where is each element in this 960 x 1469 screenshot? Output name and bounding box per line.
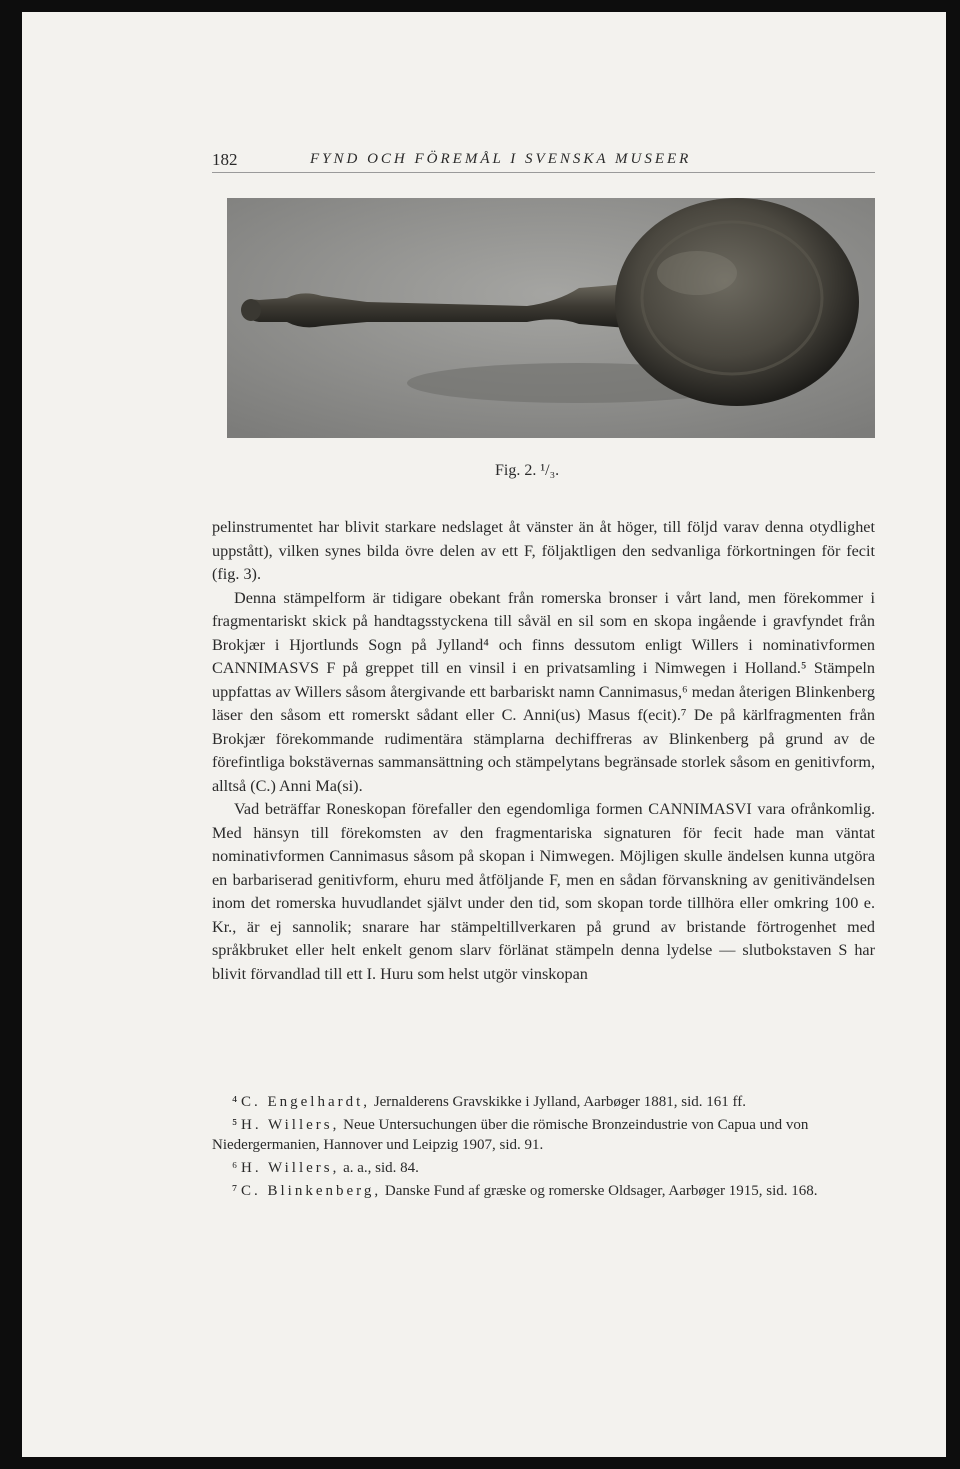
- paragraph: pelinstrumentet har blivit starkare nedslaget åt vänster än åt höger, till följd varav denna otydlighet uppstått), vilken synes bilda övre delen av ett F, följaktligen den sedvanliga förkortningen för fecit (fig. 3).: [212, 518, 875, 583]
- footnote: [212, 1092, 875, 1112]
- footnote-text: Jernalderens Gravskikke i Jylland, Aarbøger 1881, sid. 161 ff.: [370, 1094, 746, 1110]
- page: [22, 12, 946, 1457]
- footnote-mark: ⁷: [232, 1183, 238, 1199]
- footnote-author: H. Willers,: [240, 1117, 340, 1133]
- footnotes: [212, 1092, 875, 1204]
- footnote-mark: ⁵: [232, 1117, 238, 1133]
- footnote-text: a. a., sid. 84.: [339, 1160, 419, 1176]
- page-header: [212, 150, 875, 173]
- footnote-author: H. Willers,: [240, 1160, 340, 1176]
- figure-caption: Fig. 2. ¹/₃.: [495, 462, 560, 479]
- footnote: [212, 1158, 875, 1178]
- body-text: [212, 516, 875, 986]
- bowl-highlight: [657, 251, 737, 295]
- footnote-author: C. Engelhardt,: [240, 1094, 371, 1110]
- paragraph: Vad beträffar Roneskopan förefaller den egendomliga formen CANNIMASVI vara ofrånkomlig. Med hänsyn till förekomsten av den fragmentariska signaturen för fecit hade man väntat nominativformen Cannimasus såsom på skopan i Nimwegen. Möjligen skulle ändelsen kunna utgöra en barbariserad genitivform, ehuru med åtföljande F, men en sådan förvanskning av genitivändelsen inom det romerska huvudlandet självt under den tid, som skopan torde tillhöra eller omkring 100 e. Kr., är ej sannolik; snarare har stämpeltillverkaren på grund av bristande förtrogenhet med språkbruket eller helt enkelt genom slarv förlänat stämpeln denna lydelse — slutbokstaven S har blivit förvandlad till ett I. Huru som helst utgör vinskopan: [212, 800, 875, 983]
- footnote-author: C. Blinkenberg,: [240, 1183, 382, 1199]
- footnote: [212, 1115, 875, 1155]
- ladle-illustration: [227, 198, 875, 438]
- handle-knob: [241, 299, 261, 321]
- figure-photo-bronze-ladle: [227, 198, 875, 438]
- footnote-mark: ⁴: [232, 1094, 238, 1110]
- footnote-mark: ⁶: [232, 1160, 238, 1176]
- footnote-text: Neue Untersuchungen über die römische Bronzeindustrie von Capua und von Niedergermanien, Hannover und Leipzig 1907, sid. 91.: [212, 1117, 809, 1153]
- footnote: [212, 1181, 875, 1201]
- footnote-text: Danske Fund af græske og romerske Oldsager, Aarbøger 1915, sid. 168.: [381, 1183, 818, 1199]
- page-number: 182: [212, 150, 238, 169]
- paragraph: Denna stämpelform är tidigare obekant från romerska bronser i vårt land, men förekommer i fragmentariskt skick på handtagsstyckena till såväl en sil som en skopa ingående i gravfyndet från Brokjær i Hjortlunds Sogn på Jylland⁴ och finns dessutom enligt Willers i nominativformen CANNIMASVS F på greppet till en vinsil i en privatsamling i Nimwegen i Holland.⁵ Stämpeln uppfattas av Willers såsom återgivande ett barbariskt namn Cannimasus,⁶ medan återigen Blinkenberg läser den såsom ett romerskt sådant eller C. Anni(us) Masus f(ecit).⁷ De på kärlfragmenten från Brokjær förekommande rudimentära stämplarna dechiffreras av Blinkenberg på grund av de förefintliga bokstävernas sammansättning och stämpelytans begränsade storlek såsom en genitivform, alltså (C.) Anni Ma(si).: [212, 588, 875, 795]
- running-title: FYND OCH FÖREMÅL I SVENSKA MUSEER: [310, 151, 692, 167]
